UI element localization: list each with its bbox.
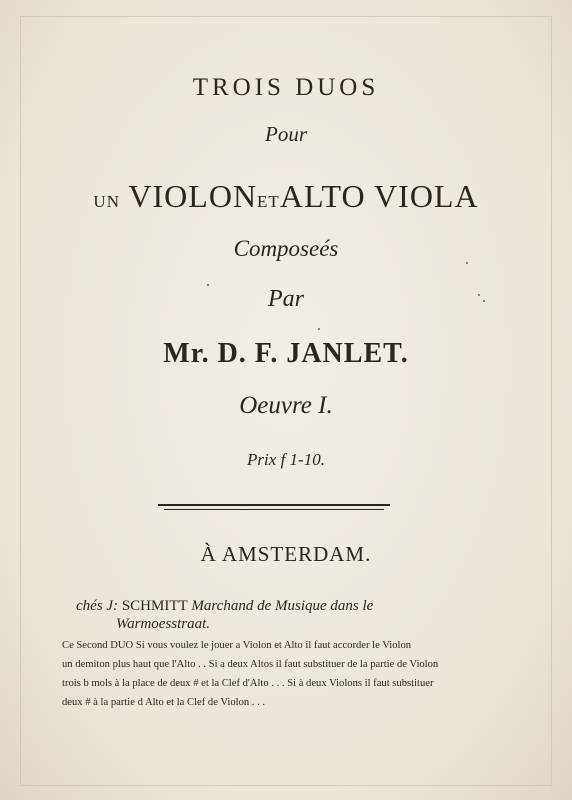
publisher-name: SCHMITT xyxy=(121,598,188,614)
instrument-prefix: UN xyxy=(93,192,120,211)
publisher-prefix: chés J: xyxy=(76,598,119,614)
instrument-violin: VIOLON xyxy=(128,178,258,214)
note-line: trois b mols à la place de deux # et la Clef d'Alto . . . Si à deux Violons il faut substituer xyxy=(62,678,434,689)
paper-speck xyxy=(483,300,485,302)
rule-thin xyxy=(164,509,384,510)
paper-speck xyxy=(466,262,468,264)
opus-number: Oeuvre I. xyxy=(239,392,333,419)
work-title: TROIS DUOS xyxy=(192,74,380,101)
rule-thick xyxy=(158,504,390,506)
publisher-street: Warmoesstraat. xyxy=(116,616,211,632)
paper-speck xyxy=(318,328,320,330)
composer-name: Mr. D. F. JANLET. xyxy=(163,338,409,369)
performance-notes xyxy=(62,636,512,712)
ornamental-rule xyxy=(158,502,390,512)
imprint-place: À AMSTERDAM. xyxy=(200,542,372,566)
paper-speck xyxy=(478,294,480,296)
note-line: un demiton plus haut que l'Alto . . Si a deux Altos il faut substituer de la partie de Violon xyxy=(62,659,439,670)
paper-speck xyxy=(207,284,209,286)
instrument-conjunction: ET xyxy=(257,192,280,211)
composees-label: Composeés xyxy=(233,236,339,261)
instrumentation xyxy=(0,178,572,215)
instrument-viola: ALTO VIOLA xyxy=(279,178,479,214)
note-line: deux # à la partie d Alto et la Clef de Violon . . . xyxy=(62,697,266,708)
par-label: Par xyxy=(268,286,304,312)
publisher-address: Marchand de Musique dans le xyxy=(191,598,374,614)
pour-label: Pour xyxy=(265,122,307,146)
publisher-line-1 xyxy=(76,597,516,615)
note-line: Ce Second DUO Si vous voulez le jouer a Violon et Alto il faut accorder le Violon xyxy=(62,640,412,651)
price-label: Prix f 1-10. xyxy=(247,450,325,469)
publisher-imprint xyxy=(76,597,516,633)
